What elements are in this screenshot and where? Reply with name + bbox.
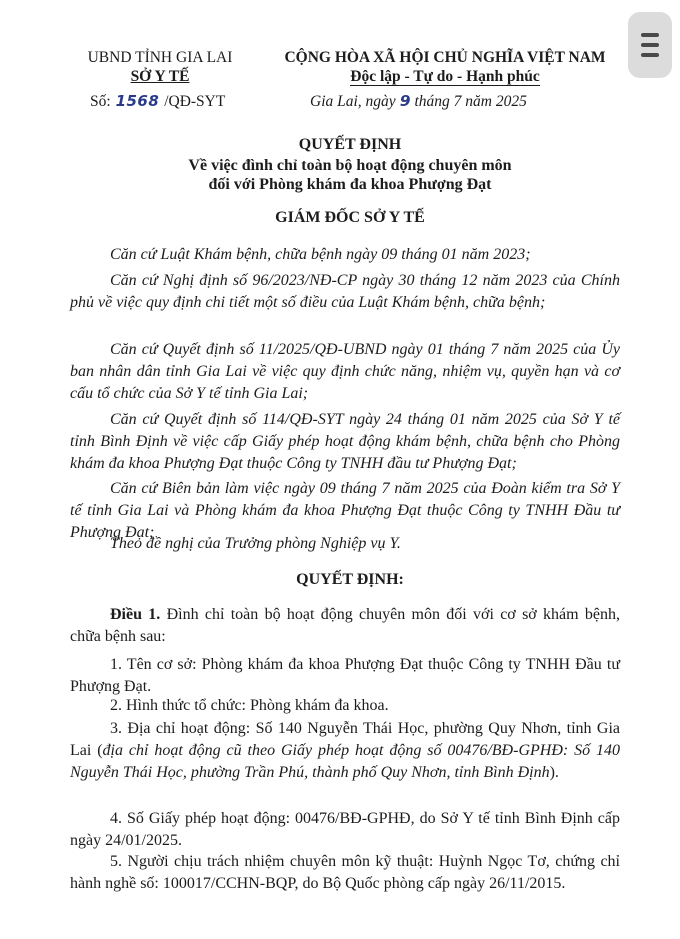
legal-basis-2: Căn cứ Nghị định số 96/2023/NĐ-CP ngày 30 tháng 12 năm 2023 của Chính phủ về việc quy định chi tiết một số điều của Luật Khám bệnh, chữa bệnh; [70, 272, 620, 311]
legal-basis-6: Theo đề nghị của Trưởng phòng Nghiệp vụ Y. [110, 535, 401, 552]
issuing-org: UBND TỈNH GIA LAI [87, 49, 233, 66]
handwritten-day: 9 [399, 92, 411, 110]
menu-icon-bar [641, 53, 659, 57]
article-1-text: Đình chỉ toàn bộ hoạt động chuyên môn đối với cơ sở khám bệnh, chữa bệnh sau: [70, 606, 620, 645]
national-heading [270, 48, 620, 86]
item-3: 3. Địa chỉ hoạt động: Số 140 Nguyễn Thái Học, phường Quy Nhơn, tỉnh Gia Lai (địa chỉ hoạt động cũ theo Giấy phép hoạt động số 00476/BĐ-GPHĐ: Số 140 Nguyễn Thái Học, phường Trần Phú, thành phố Quy Nhơn, tỉnh Bình Định). [70, 720, 620, 781]
article-1 [70, 604, 620, 648]
legal-basis-1: Căn cứ Luật Khám bệnh, chữa bệnh ngày 09 tháng 01 năm 2023; [110, 246, 531, 263]
national-motto: Độc lập - Tự do - Hạnh phúc [350, 68, 540, 85]
article-1-label: Điều 1. [110, 606, 161, 623]
menu-icon-bar [641, 43, 659, 47]
menu-button[interactable] [628, 12, 672, 78]
issuing-authority [70, 48, 250, 86]
item-3-note: địa chỉ hoạt động cũ theo Giấy phép hoạt động số 00476/BĐ-GPHĐ: Số 140 Nguyễn Thái Học, phường Trần Phú, thành phố Quy Nhơn, tỉnh Bình Định [70, 742, 620, 781]
decision-heading: QUYẾT ĐỊNH: [296, 571, 404, 588]
document-subject-line2: đối với Phòng khám đa khoa Phượng Đạt [208, 176, 492, 193]
legal-basis-3: Căn cứ Quyết định số 11/2025/QĐ-UBND ngày 01 tháng 7 năm 2025 của Ủy ban nhân dân tỉnh Gia Lai về việc quy định chức năng, nhiệm vụ, quyền hạn và cơ cấu tổ chức của Sở Y tế tỉnh Gia Lai; [70, 341, 620, 402]
issuing-department: SỞ Y TẾ [130, 68, 190, 85]
item-5: 5. Người chịu trách nhiệm chuyên môn kỹ thuật: Huỳnh Ngọc Tơ, chứng chỉ hành nghề số: 100017/CCHN-BQP, do Bộ Quốc phòng cấp ngày 26/11/2015. [70, 853, 620, 892]
item-1: 1. Tên cơ sở: Phòng khám đa khoa Phượng Đạt thuộc Công ty TNHH Đầu tư Phượng Đạt. [70, 656, 620, 695]
item-4: 4. Số Giấy phép hoạt động: 00476/BĐ-GPHĐ, do Sở Y tế tỉnh Bình Định cấp ngày 24/01/2025. [70, 810, 620, 849]
legal-basis-5: Căn cứ Biên bản làm việc ngày 09 tháng 7 năm 2025 của Đoàn kiểm tra Sở Y tế tỉnh Gia Lai và Phòng khám đa khoa Phượng Đạt thuộc Công ty TNHH Đầu tư Phượng Đạt; [70, 480, 620, 541]
document-type: QUYẾT ĐỊNH [298, 136, 402, 153]
item-2: 2. Hình thức tổ chức: Phòng khám đa khoa. [110, 697, 389, 714]
document-title-block [40, 135, 660, 194]
legal-basis-4: Căn cứ Quyết định số 114/QĐ-SYT ngày 24 tháng 01 năm 2025 của Sở Y tế tỉnh Bình Định về việc cấp Giấy phép hoạt động khám bệnh, chữa bệnh cho Phòng khám đa khoa Phượng Đạt thuộc Công ty TNHH đầu tư Phượng Đạt; [70, 411, 620, 472]
document-number: Số: 1568 /QĐ-SYT [90, 92, 226, 110]
place-and-date: Gia Lai, ngày 9 tháng 7 năm 2025 [310, 92, 527, 110]
menu-icon-bar [641, 33, 659, 37]
country-name: CỘNG HÒA XÃ HỘI CHỦ NGHĨA VIỆT NAM [284, 49, 606, 66]
document-subject-line1: Về việc đình chỉ toàn bộ hoạt động chuyên môn [188, 157, 512, 174]
signing-authority: GIÁM ĐỐC SỞ Y TẾ [275, 209, 425, 226]
handwritten-number: 1568 [115, 92, 160, 110]
